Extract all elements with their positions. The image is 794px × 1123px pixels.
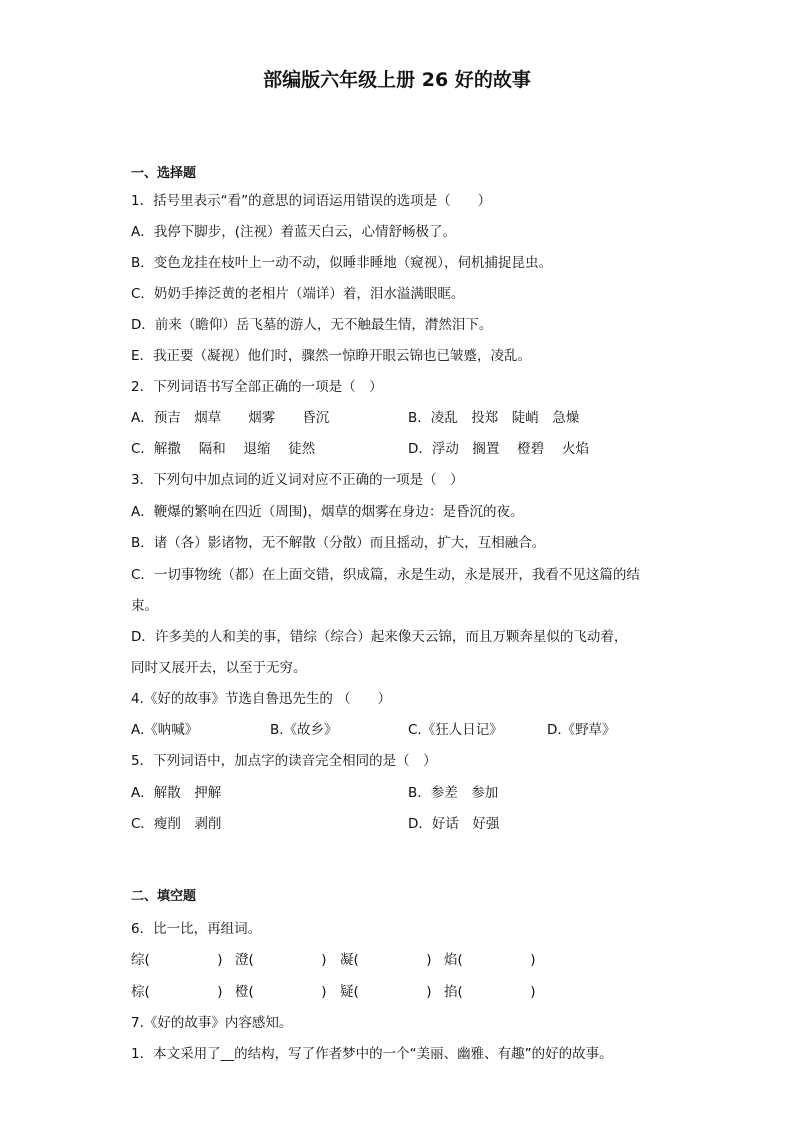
question-5-option-b: B．参差 参加 [408, 785, 499, 801]
question-6-row2-item1: 棕( ) [131, 984, 223, 1000]
question-1-option-a: A．我停下脚步，(注视）着蓝天白云，心情舒畅极了。 [131, 224, 457, 240]
question-6-stem: 6．比一比，再组词。 [131, 921, 262, 937]
question-3-option-a: A．鞭爆的繁响在四近（周围)，烟草的烟雾在身边：是昏沉的夜。 [131, 504, 524, 520]
question-6-row2-item3: 疑( ) [340, 984, 432, 1000]
question-1-option-d: D．前来（瞻仰）岳飞墓的游人，无不触最生情，潸然泪下。 [131, 317, 493, 333]
question-2-stem: 2．下列词语书写全部正确的一项是（ ） [131, 379, 383, 395]
section-heading-choice: 一、选择题 [131, 166, 197, 181]
question-4-option-c: C.《狂人日记》 [408, 722, 503, 738]
section-heading-fill: 二、填空题 [131, 889, 197, 904]
question-5-option-d: D．好话 好强 [408, 816, 500, 832]
question-1-option-c: C．奶奶手捧泛黄的老相片（端详）着，泪水溢满眼眶。 [131, 286, 465, 302]
question-5-stem: 5．下列词语中，加点字的读音完全相同的是（ ） [131, 753, 437, 769]
question-2-option-c: C．解撒 隔和 退缩 徒然 [131, 441, 316, 457]
question-4-stem: 4.《好的故事》节选自鲁迅先生的 （ ） [131, 691, 392, 707]
question-4-option-d: D.《野草》 [547, 722, 616, 738]
question-7-stem: 7.《好的故事》内容感知。 [131, 1015, 293, 1031]
question-3-option-d: D．许多美的人和美的事，错综（综合）起来像天云锦，而且万颗奔星似的飞动着， [131, 629, 628, 645]
question-4-option-b: B.《故乡》 [270, 722, 338, 738]
page-title: 部编版六年级上册 26 好的故事 [263, 69, 531, 91]
question-3-stem: 3．下列句中加点词的近义词对应不正确的一项是（ ） [131, 472, 464, 488]
question-5-option-a: A．解散 押解 [131, 785, 222, 801]
question-6-row1-item4: 焰( ) [444, 952, 536, 968]
question-6-row1-item3: 凝( ) [340, 952, 432, 968]
question-2-option-a: A．预吉 烟草 烟雾 昏沉 [131, 410, 330, 426]
question-1-option-e: E．我正要（凝视）他们时，骤然一惊睁开眼云锦也已皱蹙，凌乱。 [131, 348, 532, 364]
question-1-stem: 1．括号里表示“看”的意思的词语运用错误的选项是（ ） [131, 193, 492, 209]
question-3-option-b: B．诸（各）影诸物，无不解散（分散）而且摇动，扩大，互相融合。 [131, 535, 546, 551]
question-6-row1-item2: 澄( ) [235, 952, 327, 968]
question-1-option-b: B．变色龙挂在枝叶上一动不动，似睡非睡地（窥视），伺机捕捉昆虫。 [131, 255, 553, 271]
question-3-option-c: C．一切事物统（都）在上面交错，织成篇，永是生动，永是展开，我看不见这篇的结 [131, 567, 640, 583]
question-7-sub1: 1．本文采用了__的结构，写了作者梦中的一个“美丽、幽雅、有趣”的好的故事。 [131, 1046, 613, 1062]
question-6-row2-item2: 橙( ) [235, 984, 327, 1000]
question-3-option-d-cont: 同时又展开去，以至于无穷。 [131, 660, 307, 676]
question-5-option-c: C．瘦削 剥削 [131, 816, 222, 832]
question-6-row1-item1: 综( ) [131, 952, 223, 968]
question-2-option-b: B．凌乱 投郑 陡峭 急燥 [408, 410, 580, 426]
question-2-option-d: D．浮动 搁置 橙碧 火焰 [408, 441, 589, 457]
question-4-option-a: A.《呐喊》 [131, 722, 199, 738]
question-6-row2-item4: 掐( ) [444, 984, 536, 1000]
question-3-option-c-cont: 束。 [131, 598, 158, 614]
